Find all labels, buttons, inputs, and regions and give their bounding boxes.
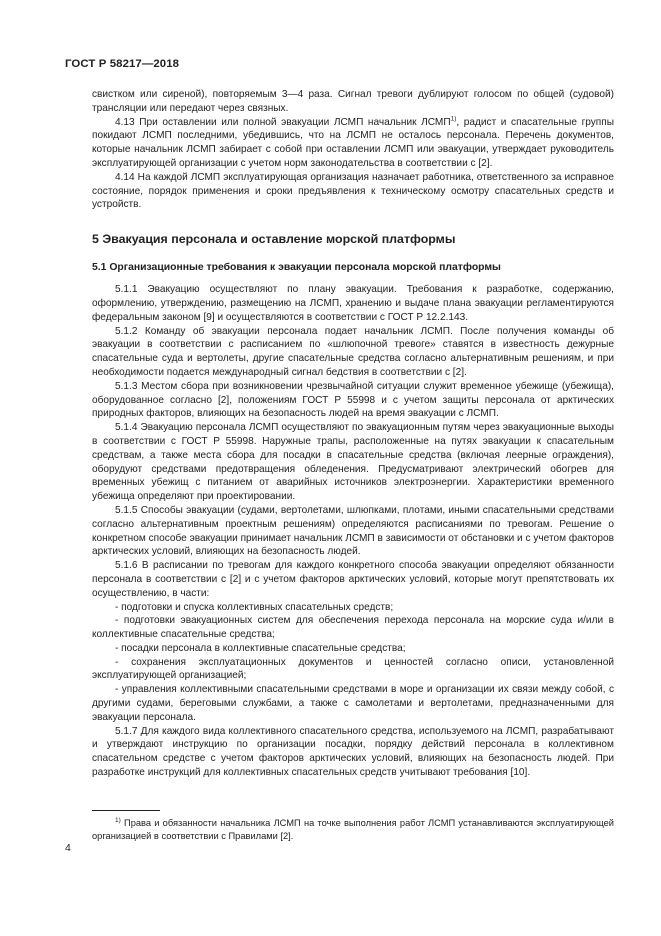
subsection-title: 5.1 Организационные требования к эвакуации персонала морской платформы — [92, 262, 501, 274]
footnote — [92, 817, 614, 842]
main-text — [92, 88, 614, 780]
paragraph-5-1-2: 5.1.2 Команду об эвакуации персонала подает начальник ЛСМП. После получения команды об эвакуации в соответствии с расписанием по «шлюпочной тревоге» ставятся в известность дежурные спасательные суда и вертолеты, другие спасательные средства согласно альтернативным решениям, и при необходимости подается международный сигнал бедствия в соответствии с [2]. — [92, 325, 614, 378]
list-item: - посадки персонала в коллективные спасательные средства; — [115, 642, 406, 654]
paragraph-5-1-1: 5.1.1 Эвакуацию осуществляют по плану эвакуации. Требования к разработке, содержанию, оформлению, утверждению, размещению на ЛСМП, хранению и выдаче плана эвакуации регламентируются федеральным законом [9] и осуществляются в соответствии с ГОСТ Р 12.2.143. — [92, 284, 614, 323]
footnote-text: Права и обязанности начальника ЛСМП на точке выполнения работ ЛСМП устанавливаются эксплуатирующей организацией в соответствии с Правилами [2]. — [92, 818, 614, 841]
page-number: 4 — [65, 842, 71, 854]
paragraph-5-1-7: 5.1.7 Для каждого вида коллективного спасательного средства, используемого на ЛСМП, разрабатывают и утверждают инструкцию по организации посадки, порядку действий персонала в коллективном спасательном средстве с учетом факторов арктических условий, влияющих на безопасность людей. При разработке инструкций для коллективных спасательных средств учитывают требования [10]. — [92, 725, 614, 779]
paragraph-4-13-end: , радист и спасательные группы покидают ЛСМП последними, убедившись, что на ЛСМП не осталось персонала. Перечень документов, которые начальник ЛСМП забирает с собой при оставлении ЛСМП или эвакуации, утверждает руководитель эксплуатирующей организации с учетом норм законодательства в соответствии с [2]. — [92, 116, 614, 169]
footnote-divider — [92, 810, 160, 811]
paragraph-5-1-4: 5.1.4 Эвакуацию персонала ЛСМП осуществляют по эвакуационным путям через эвакуационные выходы в соответствии с ГОСТ Р 55998. Наружные трапы, расположенные на путях эвакуации к спасательным средствам, а также места сбора для посадки в спасательные средства (включая леерные ограждения), оборудуют средствами предотвращения обледенения. Предусматривают электрический обогрев для временных убежищ с питанием от аварийных источников электроэнергии. Характеристики временного убежища определяют при проектировании. — [92, 422, 614, 503]
standard-header: ГОСТ Р 58217—2018 — [65, 58, 180, 70]
paragraph-4-14: 4.14 На каждой ЛСМП эксплуатирующая организация назначает работника, ответственного за исправное состояние, порядок применения и сроки предъявления к техническому осмотру спасательных средств и устройств. — [92, 171, 614, 211]
paragraph-5-1-6: 5.1.6 В расписании по тревогам для каждого конкретного способа эвакуации определяют обязанности персонала в соответствии с [2] и с учетом факторов арктических условий, которые могут препятствовать их осуществлению, в части: — [92, 560, 614, 599]
paragraph-4-13-start: 4.13 При оставлении или полной эвакуации ЛСМП начальник ЛСМП — [115, 116, 451, 128]
list-item: - подготовки эвакуационных систем для обеспечения перехода персонала на морские суда и/или в коллективные спасательные средства; — [92, 615, 614, 641]
paragraph-continuation: свистком или сиреной), повторяемым 3—4 раза. Сигнал тревоги дублируют голосом по общей (судовой) трансляции или передают через связных. — [92, 89, 614, 114]
list-item: - подготовки и спуска коллективных спасательных средств; — [115, 601, 394, 613]
paragraph-5-1-5: 5.1.5 Способы эвакуации (судами, вертолетами, шлюпками, плотами, иными спасательными средствами согласно альтернативным проектным решениям) определяются расписаниями по тревогам. Решение о конкретном способе эвакуации принимает начальник ЛСМП в зависимости от обстановки и с учетом факторов арктических условий, влияющих на безопасность людей. — [92, 504, 614, 558]
paragraph-4-13 — [92, 116, 614, 171]
list-item: - сохранения эксплуатационных документов и ценностей согласно описи, установленной эксплуатирующей организацией; — [92, 656, 614, 682]
paragraph-5-1-3: 5.1.3 Местом сбора при возникновении чрезвычайной ситуации служит временное убежище (убежища), оборудованное согласно [2], положениям ГОСТ Р 55998 и с учетом защиты персонала от арктических природных факторов, влияющих на безопасность людей на время эвакуации с ЛСМП. — [92, 380, 614, 420]
footnote-marker: 1) — [115, 816, 121, 824]
footnote-reference: 1) — [450, 115, 457, 123]
section-title: 5 Эвакуация персонала и оставление морской платформы — [92, 232, 456, 247]
list-item: - управления коллективными спасательными средствами в море и организации их связи между собой, с другими судами, береговыми службами, а также с самолетами и вертолетами, предназначенными для эвакуации персонала. — [92, 684, 614, 723]
